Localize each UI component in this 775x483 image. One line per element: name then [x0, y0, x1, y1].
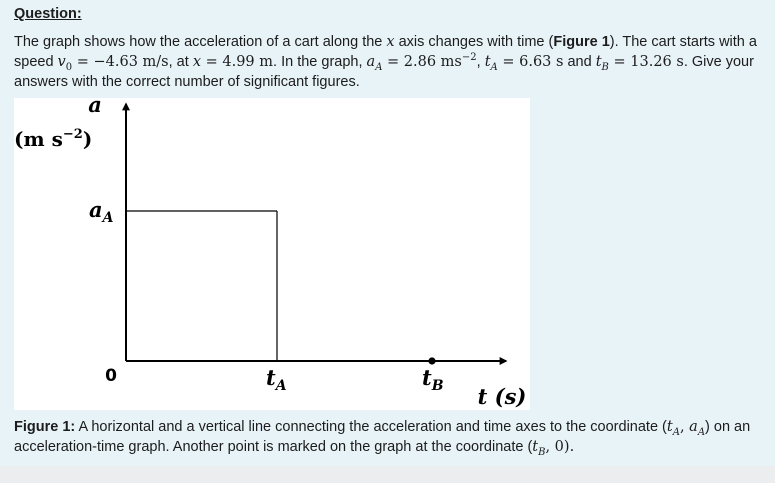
tB-symbol: t [595, 54, 602, 70]
y-axis-unit: (m $s^{-2}$) [14, 127, 93, 151]
aA-symbol: a [366, 54, 376, 70]
aA-tick-label: $a_A$ [89, 197, 114, 226]
acceleration-time-graph [14, 98, 530, 410]
caption-point-t-sub: A [672, 426, 680, 438]
caption-text-1: A horizontal and a vertical line connecting the acceleration and time axes to the coordinate ( [75, 419, 667, 435]
aA-subscript: A [375, 61, 383, 73]
question-intro: The graph shows how the acceleration of a cart along the [14, 34, 387, 50]
caption-point-sep: , [679, 419, 690, 435]
tB-tick-label: $t_B$ [422, 365, 444, 394]
caption-point-a-sub: A [697, 426, 706, 438]
tA-subscript: A [490, 61, 498, 73]
v0-symbol: v [57, 54, 66, 70]
figure-reference: Figure 1 [553, 34, 610, 50]
question-comma: , [476, 54, 485, 70]
bottom-strip [0, 466, 775, 483]
question-axis-changes: axis changes with time ( [394, 34, 554, 50]
v0-subscript: 0 [65, 61, 73, 73]
v0-value: = −4.63 m/s [72, 54, 169, 70]
x-value: = 4.99 m [201, 54, 274, 70]
x-variable: x [386, 34, 395, 50]
caption-point2-t-sub: B [538, 446, 546, 458]
tA-tick-label: $t_A$ [266, 365, 287, 394]
caption-point2-rest: , 0). [545, 439, 575, 455]
question-text [14, 32, 766, 92]
question-in-graph: . In the graph, [273, 54, 367, 70]
tB-subscript: B [601, 61, 609, 73]
question-heading: Question: [14, 6, 82, 22]
tB-point [428, 357, 435, 364]
question-and: and [563, 54, 596, 70]
aA-value: = 2.86 ms [382, 54, 462, 70]
caption-point2-t: t [532, 439, 539, 455]
tB-value: = 13.26 s [608, 54, 684, 70]
origin-label: 0 [105, 366, 117, 386]
tA-value: = 6.63 s [497, 54, 564, 70]
caption-label: Figure 1: [14, 419, 76, 435]
figure-caption [14, 417, 766, 457]
caption-text-2: ) on an acceleration-time graph. Another point is marked on the graph at the coordinate ( [14, 419, 751, 455]
question-starts: ). The cart starts with a speed [14, 34, 757, 70]
question-at: , at [168, 54, 193, 70]
caption-point-t: t [666, 419, 673, 435]
x-axis-label: t (s) [477, 384, 527, 409]
question-closing: . Give your answers with the correct number of significant figures. [14, 54, 754, 90]
aA-exponent: −2 [461, 52, 477, 64]
figure-panel [14, 98, 530, 410]
caption-point-a: a [689, 419, 698, 435]
tA-symbol: t [484, 54, 491, 70]
y-axis-symbol: a [88, 98, 102, 117]
x-symbol: x [192, 54, 201, 70]
